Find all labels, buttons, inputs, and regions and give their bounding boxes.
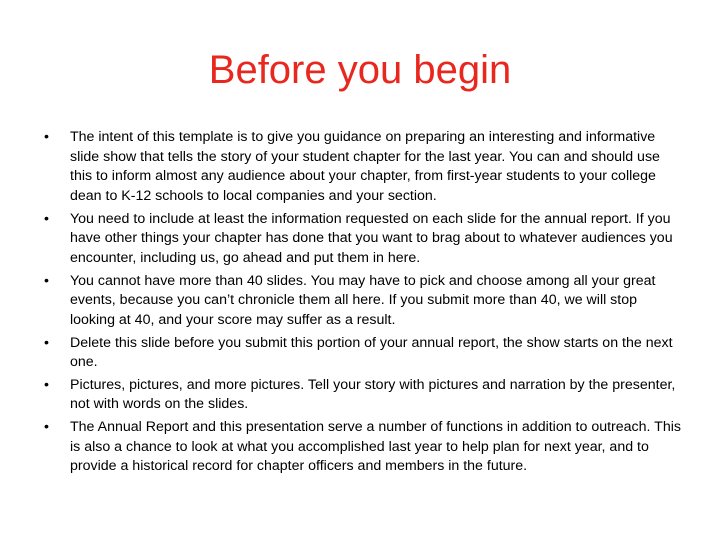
bullet-icon: • [44,272,49,289]
slide-title: Before you begin [208,48,512,92]
bullet-icon: • [44,129,49,145]
bullet-icon: • [44,376,49,393]
bullet-list [44,128,684,480]
bullet-text: Delete this slide before you submit this portion of your annual report, the show starts on the next one. [70,334,673,371]
bullet-text: The Annual Report and this presentation serve a number of functions in addition to outreach. This is also a chance to look at what you accomplished last year to help plan for next year, and to provide a historical record for chapter officers and members in the future. [70,419,681,475]
bullet-item [44,376,684,415]
bullet-text: You need to include at least the information requested on each slide for the annual report. If you have other things your chapter has done that you want to brag about to whatever audiences you encounter, including us, go ahead and put them in here. [70,210,673,266]
bullet-icon: • [44,419,49,436]
bullet-item [44,272,684,331]
bullet-text: You cannot have more than 40 slides. You may have to pick and choose among all your great events, because you can’t chronicle them all here. If you submit more than 40, we will stop looking at 40, and your score may suffer as a result. [70,272,656,328]
bullet-icon: • [44,334,49,351]
bullet-icon: • [44,210,49,227]
bullet-item [44,418,684,477]
bullet-item [44,128,684,206]
bullet-text: Pictures, pictures, and more pictures. Tell your story with pictures and narration by the presenter, not with words on the slides. [70,376,676,413]
bullet-text: The intent of this template is to give you guidance on preparing an interesting and informative slide show that tells the story of your student chapter for the last year. You can and should use this to inform almost any audience about your chapter, from first-year students to your college dean to K-12 schools to local companies and your section. [70,129,660,204]
bullet-item [44,334,684,373]
bullet-item [44,210,684,269]
